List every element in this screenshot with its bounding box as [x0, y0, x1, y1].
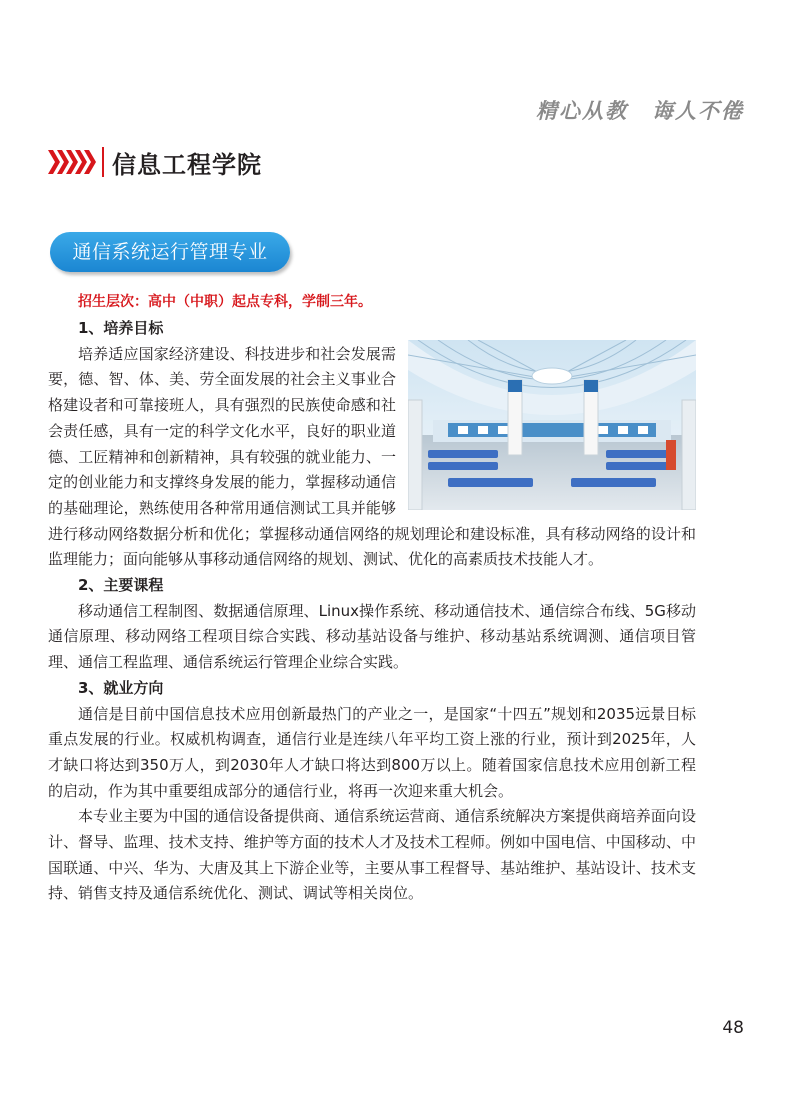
courses-text: 移动通信工程制图、数据通信原理、Linux操作系统、移动通信技术、通信综合布线、5G移动通信原理、移动网络工程项目综合实践、移动基站设备与维护、移动基站系统调测、通信项目管理、通信工程监理、通信系统运行管理企业综合实践。	[48, 601, 696, 672]
employment-text-2: 本专业主要为中国的通信设备提供商、通信系统运营商、通信系统解决方案提供商培养面向设计、督导、监理、技术支持、维护等方面的技术人才及技术工程师。例如中国电信、中国移动、中国联通、中兴、华为、大唐及其上下游企业等，主要从事工程督导、基站维护、基站设计、技术支持、销售支持及通信系统优化、测试、调试等相关岗位。	[48, 807, 696, 903]
training-goal-text: 培养适应国家经济建设、科技进步和社会发展需要，德、智、体、美、劳全面发展的社会主义事业合格建设者和可靠接班人，具有强烈的民族使命感和社会责任感，具有一定的科学文化水平，良好的职业道德、工匠精神和创新精神，具有较强的就业能力、一定的创业能力和支撑终身发展的能力，掌握移动通信的基础理论，熟练使用各种常用通信测试工具并能够进行移动网络数据分析和优化；掌握移动通信网络的规划理论和建设标准，具有移动网络的设计和监理能力；面向能够从事移动通信网络的规划、测试、优化的高素质技术技能人才。	[48, 344, 696, 569]
red-chevrons-icon	[48, 148, 98, 176]
header-motto	[536, 95, 744, 125]
motto-part-1: 精心从教	[536, 98, 628, 123]
employment-text-1: 通信是目前中国信息技术应用创新最热门的产业之一，是国家“十四五”规划和2035远景目标重点发展的行业。权威机构调查，通信行业是连续八年平均工资上涨的行业，预计到2025年，人才缺口将达到350万人，到2030年人才缺口将达到800万以上。随着国家信息技术应用创新工程的启动，作为其中重要组成部分的通信行业，将再一次迎来重大机会。	[48, 704, 696, 800]
courses-heading: 2、主要课程	[78, 576, 164, 595]
college-title: 信息工程学院	[112, 150, 262, 179]
page-number: 48	[722, 1018, 744, 1038]
training-goal-heading: 1、培养目标	[78, 319, 164, 337]
motto-part-2: 诲人不倦	[652, 98, 744, 123]
admission-info: 招生层次：高中（中职）起点专科，学制三年。	[78, 294, 372, 310]
service-hall-photo	[408, 340, 696, 510]
employment-heading: 3、就业方向	[78, 678, 164, 697]
main-content	[48, 316, 696, 907]
header-divider	[102, 147, 104, 177]
college-header	[48, 145, 262, 179]
major-name-badge: 通信系统运行管理专业	[50, 232, 290, 272]
